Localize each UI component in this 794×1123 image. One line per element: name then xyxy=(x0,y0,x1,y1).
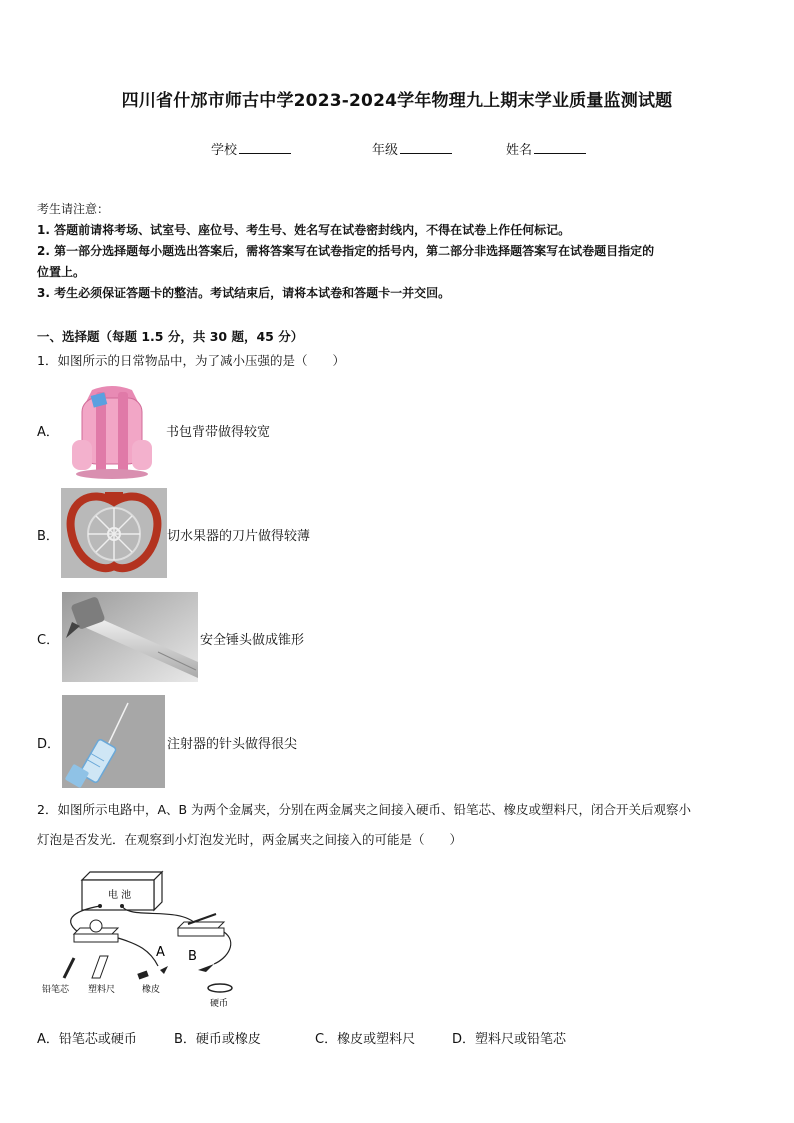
q2-stem-line-1: 2．如图所示电路中，A、B 为两个金属夹，分别在两金属夹之间接入硬币、铅笔芯、橡皮或塑料尺，闭合开关后观察小 xyxy=(37,802,692,817)
notice-item-2: 2. 第一部分选择题每小题选出答案后，需将答案写在试卷指定的括号内，第二部分非选择题答案写在试卷题目指定的 xyxy=(37,244,655,258)
q1-option-c-letter: C． xyxy=(37,633,60,648)
grade-label: 年级 xyxy=(372,143,399,158)
notice-item-2-cont: 位置上。 xyxy=(37,265,86,279)
section-heading: 一、选择题（每题 1.5 分，共 30 题，45 分） xyxy=(37,329,304,344)
student-info xyxy=(0,139,794,159)
safety-hammer-image xyxy=(62,592,198,682)
q2-choice-a[interactable]: A．铅笔芯或硬币 xyxy=(37,1032,137,1047)
name-field xyxy=(506,139,586,158)
school-blank[interactable] xyxy=(239,141,291,154)
notice-item-3: 3. 考生必须保证答题卡的整洁。考试结束后，请将本试卷和答题卡一并交回。 xyxy=(37,286,451,300)
q2-choices xyxy=(37,1028,762,1048)
q2-choice-b[interactable]: B．硬币或橡皮 xyxy=(174,1032,261,1047)
q1-option-a-letter: A． xyxy=(37,425,59,440)
q1-option-b-text: 切水果器的刀片做得较薄 xyxy=(167,529,311,544)
clip-b-label: B xyxy=(188,949,197,964)
clip-a-label: A xyxy=(156,945,165,960)
eraser-icon xyxy=(137,970,148,979)
notice-heading: 考生请注意： xyxy=(37,202,110,216)
name-label: 姓名 xyxy=(506,143,533,158)
coin-label: 硬币 xyxy=(210,999,229,1009)
grade-blank[interactable] xyxy=(400,141,452,154)
q1-stem: 1．如图所示的日常物品中，为了减小压强的是（ ） xyxy=(37,353,345,368)
eraser-label: 橡皮 xyxy=(142,985,161,995)
q1-option-a-text: 书包背带做得较宽 xyxy=(166,425,271,440)
notice-block xyxy=(37,199,762,304)
backpack-image xyxy=(62,382,162,482)
q1-option-b-letter: B． xyxy=(37,529,59,544)
fruit-cutter-image xyxy=(61,488,167,578)
coin-icon xyxy=(208,984,232,992)
circuit-diagram xyxy=(38,866,238,1011)
school-field xyxy=(211,139,291,158)
pencil-lead-icon xyxy=(64,958,74,978)
battery-label: 电 池 xyxy=(108,890,132,901)
q1-option-d-letter: D． xyxy=(37,737,61,752)
syringe-image xyxy=(62,695,165,788)
q2-choice-c[interactable]: C．橡皮或塑料尺 xyxy=(315,1032,416,1047)
q2-choice-d[interactable]: D．塑料尺或铅笔芯 xyxy=(452,1032,567,1047)
school-label: 学校 xyxy=(211,143,238,158)
grade-field xyxy=(372,139,452,158)
ruler-label: 塑料尺 xyxy=(88,985,116,995)
page-title: 四川省什邡市师古中学2023-2024学年物理九上期末学业质量监测试题 xyxy=(121,91,673,111)
q1-option-c-text: 安全锤头做成锥形 xyxy=(200,633,305,648)
q2-stem-line-2: 灯泡是否发光．在观察到小灯泡发光时，两金属夹之间接入的可能是（ ） xyxy=(37,832,463,847)
bulb-icon xyxy=(90,920,102,932)
name-blank[interactable] xyxy=(534,141,586,154)
notice-item-1: 1. 答题前请将考场、试室号、座位号、考生号、姓名写在试卷密封线内，不得在试卷上作任何标记。 xyxy=(37,223,571,237)
q1-option-d-text: 注射器的针头做得很尖 xyxy=(167,737,298,752)
ruler-icon xyxy=(92,956,108,978)
pencil-label: 铅笔芯 xyxy=(42,985,70,995)
